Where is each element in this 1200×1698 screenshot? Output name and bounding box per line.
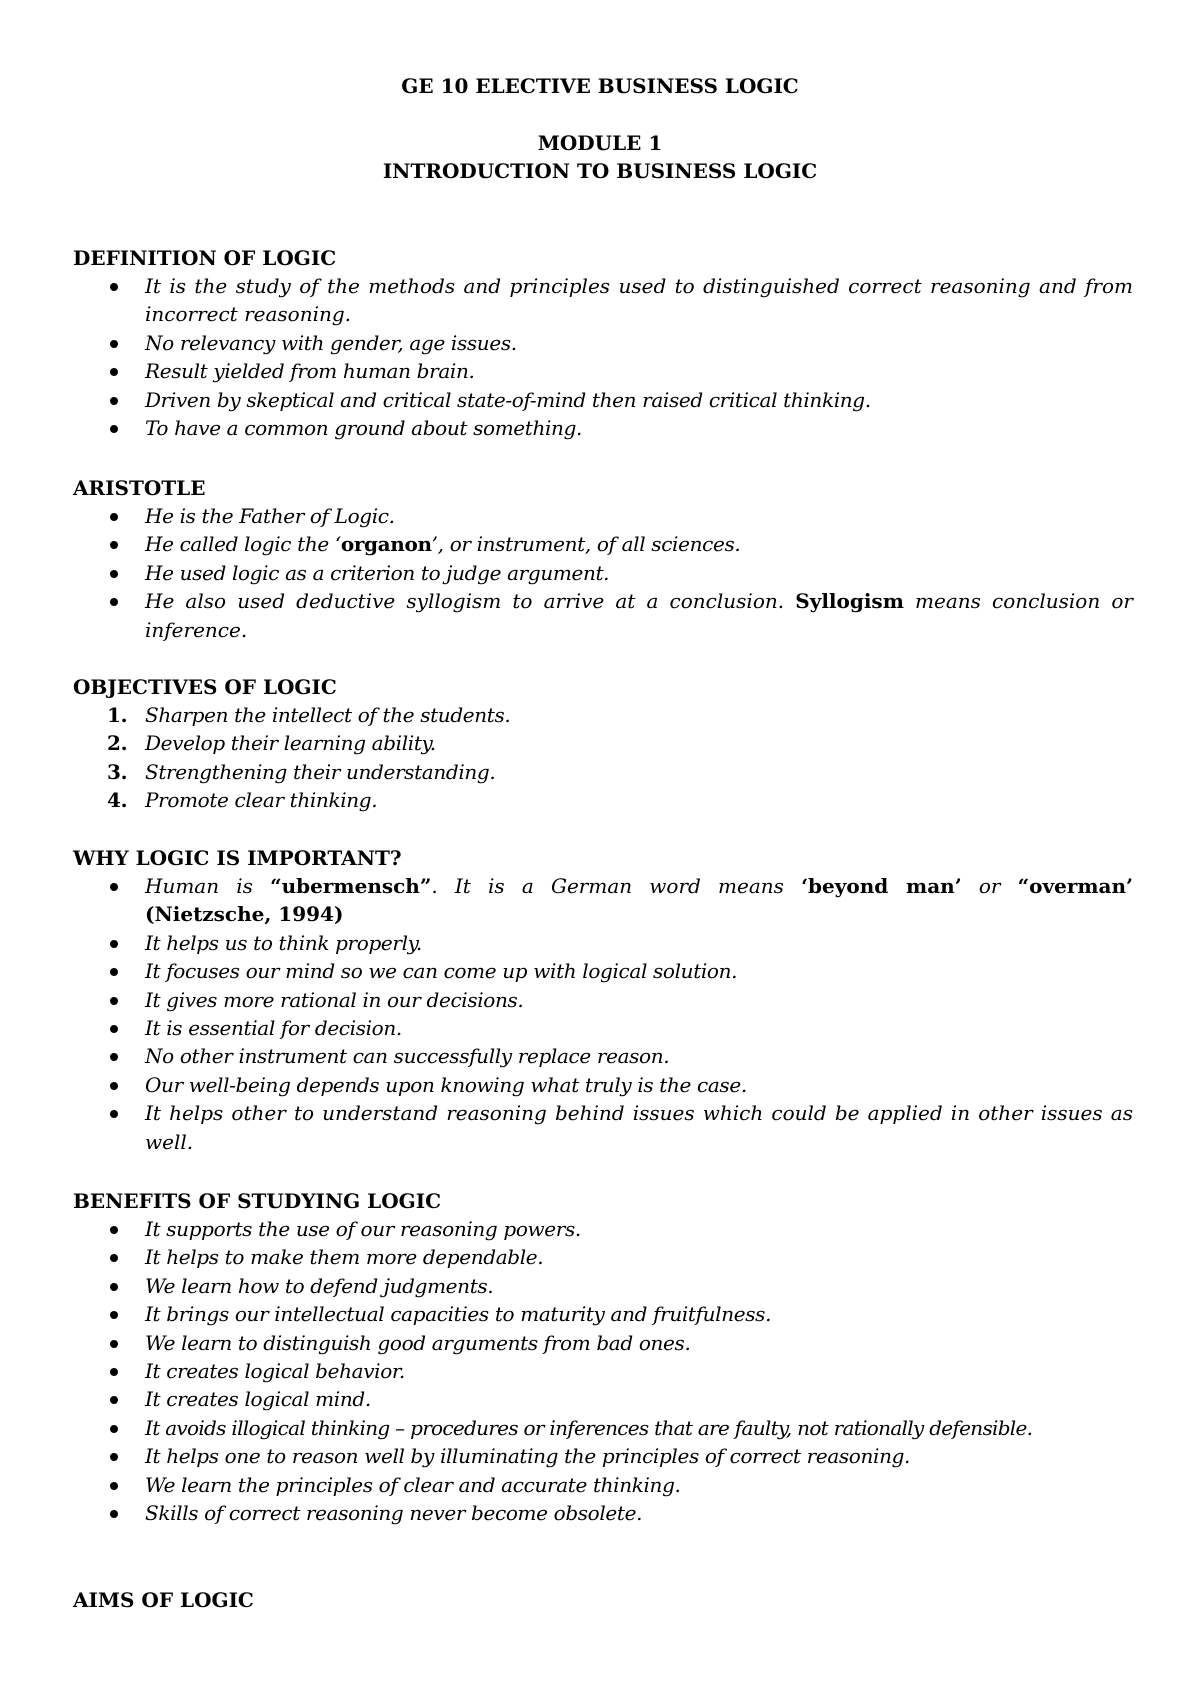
section-objectives (73, 673, 1133, 815)
bullet-icon (110, 425, 118, 433)
item-number: 1. (107, 703, 128, 727)
list-item (73, 502, 1133, 530)
bullet-icon (110, 368, 118, 376)
bullet-icon (110, 883, 118, 891)
list-item (73, 1471, 1133, 1499)
bullet-icon (110, 570, 118, 578)
item-text: It helps us to think properly. (145, 930, 422, 955)
bullet-icon (110, 940, 118, 948)
list-item (73, 1042, 1133, 1070)
list-item (73, 701, 1133, 729)
item-text: It gives more rational in our decisions. (145, 987, 524, 1012)
item-text: It creates logical behavior. (145, 1359, 405, 1384)
item-text: We learn to distinguish good arguments from bad ones. (145, 1330, 691, 1355)
section-definition (73, 244, 1133, 442)
bullet-icon (110, 1368, 118, 1376)
list-item (73, 729, 1133, 757)
list-item (73, 1272, 1133, 1300)
bullet-list (73, 1215, 1133, 1527)
item-text: It supports the use of our reasoning powers. (145, 1217, 581, 1241)
list-item (73, 758, 1133, 786)
item-bold-term: Syllogism (795, 589, 904, 614)
section-heading: DEFINITION OF LOGIC (73, 246, 337, 270)
list-item (73, 1243, 1133, 1271)
item-number: 3. (107, 759, 128, 784)
item-text: or (961, 874, 1018, 898)
item-text: He is the Father of Logic. (145, 504, 395, 528)
item-text: It is the study of the methods and principles used to distinguished correct reasoning and from incorrect reasoning. (145, 274, 1133, 327)
section-heading: WHY LOGIC IS IMPORTANT? (73, 846, 402, 870)
section-aristotle (73, 474, 1133, 644)
list-item (73, 530, 1133, 558)
item-text: It helps to make them more dependable. (145, 1245, 544, 1270)
list-item (73, 414, 1133, 442)
list-item (73, 1300, 1133, 1328)
bullet-icon (110, 1283, 118, 1291)
list-item (73, 929, 1133, 957)
bullet-list (73, 502, 1133, 644)
item-bold-term: “ubermensch” (270, 874, 432, 898)
bullet-icon (110, 1396, 118, 1404)
item-text: We learn how to defend judgments. (145, 1273, 494, 1298)
list-item (73, 1071, 1133, 1099)
list-item (73, 587, 1133, 644)
item-text: No relevancy with gender, age issues. (145, 330, 517, 355)
item-text: Strengthening their understanding. (145, 759, 496, 784)
list-item (73, 357, 1133, 385)
section-heading: OBJECTIVES OF LOGIC (73, 675, 337, 699)
item-text: It brings our intellectual capacities to maturity and fruitfulness. (145, 1302, 772, 1327)
item-text: He used logic as a criterion to judge argument. (145, 560, 610, 585)
list-item (73, 986, 1133, 1014)
item-text-after: means conclusion or inference. (145, 589, 1133, 642)
item-text-after: ’, or instrument, of all sciences. (431, 532, 741, 557)
item-text-before: He also used deductive syllogism to arrive at a conclusion. (145, 589, 796, 614)
module-title: INTRODUCTION TO BUSINESS LOGIC (382, 159, 818, 183)
section-heading: BENEFITS OF STUDYING LOGIC (73, 1189, 442, 1213)
bullet-icon (110, 1510, 118, 1518)
list-item (73, 957, 1133, 985)
bullet-list (73, 872, 1133, 1156)
list-item (73, 1414, 1133, 1442)
list-item (73, 1014, 1133, 1042)
bullet-icon (110, 283, 118, 291)
item-text: It creates logical mind. (145, 1387, 371, 1412)
bullet-icon (110, 1082, 118, 1090)
section-aims (73, 1586, 1133, 1614)
item-text: We learn the principles of clear and accurate thinking. (145, 1472, 681, 1497)
list-item (73, 386, 1133, 414)
item-text: To have a common ground about something. (145, 416, 583, 441)
numbered-list (73, 701, 1133, 815)
bullet-icon (110, 968, 118, 976)
item-text: Driven by skeptical and critical state-of-mind then raised critical thinking. (145, 387, 871, 412)
item-text: It is essential for decision. (145, 1016, 402, 1041)
item-text: Human is (145, 874, 271, 898)
course-title: GE 10 ELECTIVE BUSINESS LOGIC (401, 74, 799, 98)
list-item (73, 1357, 1133, 1385)
list-item (73, 1442, 1133, 1470)
module-number: MODULE 1 (537, 131, 663, 155)
item-text: It avoids illogical thinking – procedures or inferences that are faulty, not rationally defensible. (145, 1415, 1033, 1440)
bullet-icon (110, 340, 118, 348)
section-heading: ARISTOTLE (73, 476, 206, 500)
item-text: Skills of correct reasoning never become obsolete. (145, 1501, 643, 1526)
item-text: Sharpen the intellect of the students. (145, 703, 511, 727)
list-item (73, 1385, 1133, 1413)
bullet-icon (110, 598, 118, 606)
item-text: Develop their learning ability. (145, 731, 436, 756)
item-bold-term: organon (340, 532, 432, 557)
item-text: It helps other to understand reasoning behind issues which could be applied in other issues as well. (145, 1101, 1133, 1154)
item-text-before: He called logic the ‘ (145, 532, 341, 557)
item-text: Result yielded from human brain. (145, 359, 475, 384)
bullet-icon (110, 1254, 118, 1262)
bullet-icon (110, 1025, 118, 1033)
item-number: 4. (107, 788, 128, 813)
bullet-icon (110, 1340, 118, 1348)
list-item (73, 872, 1133, 929)
bullet-icon (110, 1053, 118, 1061)
bullet-icon (110, 997, 118, 1005)
bullet-icon (110, 397, 118, 405)
item-text: No other instrument can successfully replace reason. (145, 1044, 670, 1069)
bullet-list (73, 272, 1133, 442)
bullet-icon (110, 1425, 118, 1433)
bullet-icon (110, 1453, 118, 1461)
list-item (73, 786, 1133, 814)
bullet-icon (110, 513, 118, 521)
item-bold-term: ‘beyond man’ (801, 874, 962, 898)
item-number: 2. (107, 731, 128, 756)
list-item (73, 1329, 1133, 1357)
list-item (73, 1099, 1133, 1156)
bullet-icon (110, 1482, 118, 1490)
item-text: Our well-being depends upon knowing what truly is the case. (145, 1072, 747, 1097)
item-bold-term: “overman’ (Nietzsche, 1994) (145, 874, 1133, 927)
list-item (73, 1215, 1133, 1243)
item-text: It focuses our mind so we can come up with logical solution. (145, 959, 738, 984)
list-item (73, 329, 1133, 357)
bullet-icon (110, 1110, 118, 1118)
list-item (73, 272, 1133, 329)
list-item (73, 559, 1133, 587)
bullet-icon (110, 1226, 118, 1234)
item-text: Promote clear thinking. (145, 788, 378, 813)
section-benefits (73, 1187, 1133, 1527)
bullet-icon (110, 541, 118, 549)
section-why-important (73, 844, 1133, 1156)
bullet-icon (110, 1311, 118, 1319)
item-text: It helps one to reason well by illuminating the principles of correct reasoning. (145, 1444, 911, 1469)
list-item (73, 1499, 1133, 1527)
item-text: . It is a German word means (431, 874, 802, 898)
section-heading: AIMS OF LOGIC (73, 1588, 254, 1612)
